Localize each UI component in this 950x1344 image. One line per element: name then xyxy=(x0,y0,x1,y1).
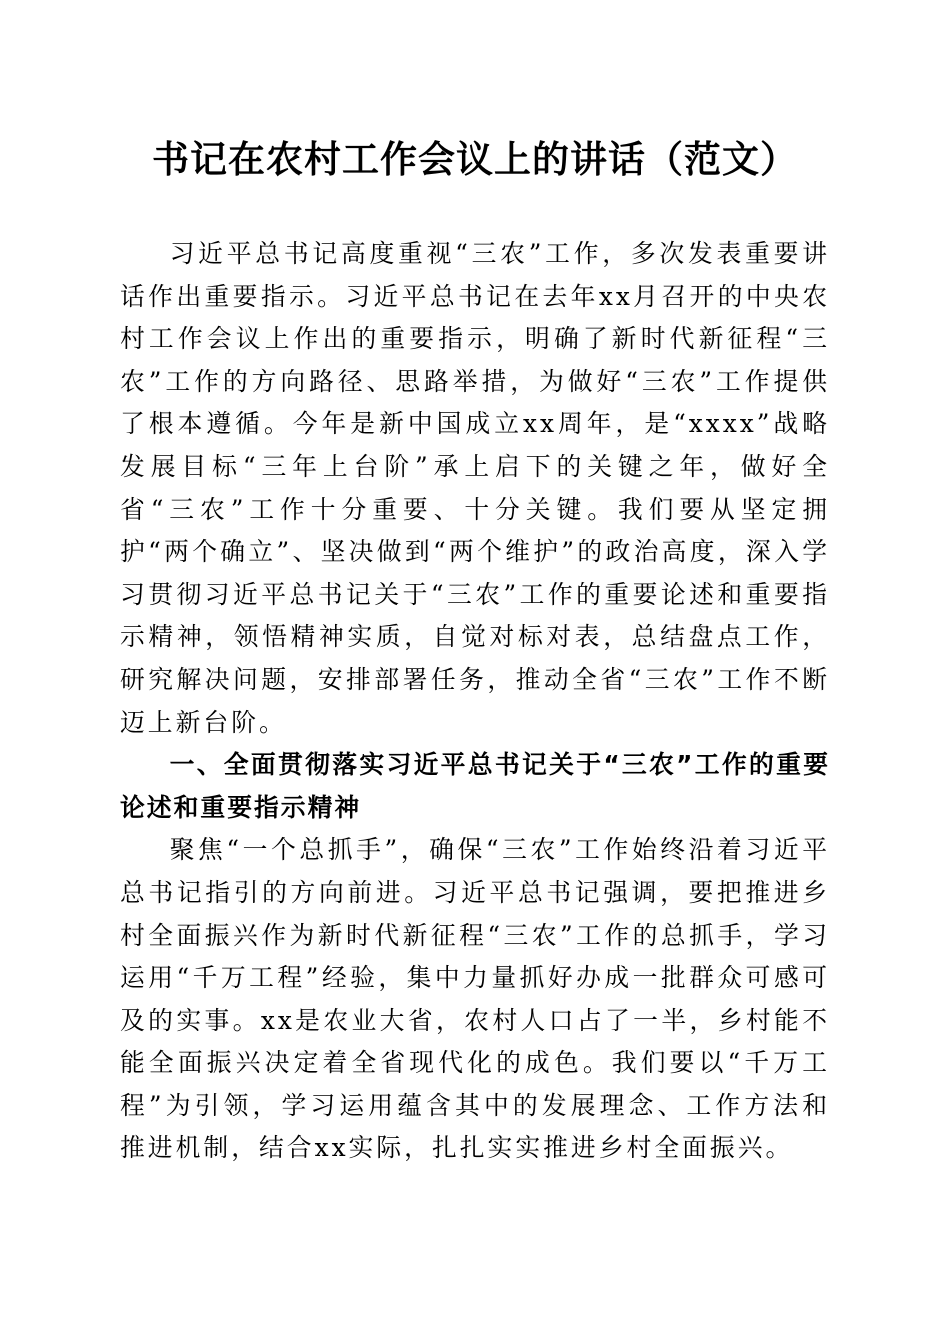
document-body xyxy=(120,233,830,1170)
document-title: 书记在农村工作会议上的讲话（范文） xyxy=(152,137,798,181)
intro-paragraph: 习近平总书记高度重视“三农”工作，多次发表重要讲话作出重要指示。习近平总书记在去年xx月召开的中央农村工作会议上作出的重要指示，明确了新时代新征程“三农”工作的方向路径、思路举措，为做好“三农”工作提供了根本遵循。今年是新中国成立xx周年，是“xxxx”战略发展目标“三年上台阶”承上启下的关键之年，做好全省“三农”工作十分重要、十分关键。我们要从坚定拥护“两个确立”、坚决做到“两个维护”的政治高度，深入学习贯彻习近平总书记关于“三农”工作的重要论述和重要指示精神，领悟精神实质，自觉对标对表，总结盘点工作，研究解决问题，安排部署任务，推动全省“三农”工作不断迈上新台阶。 xyxy=(120,239,830,737)
section-heading: 一、全面贯彻落实习近平总书记关于“三农”工作的重要论述和重要指示精神 xyxy=(120,750,830,822)
section-paragraph: 聚焦“一个总抓手”，确保“三农”工作始终沿着习近平总书记指引的方向前进。习近平总书记强调，要把推进乡村全面振兴作为新时代新征程“三农”工作的总抓手，学习运用“千万工程”经验，集中力量抓好办成一批群众可感可及的实事。xx是农业大省，农村人口占了一半，乡村能不能全面振兴决定着全省现代化的成色。我们要以“千万工程”为引领，学习运用蕴含其中的发展理念、工作方法和推进机制，结合xx实际，扎扎实实推进乡村全面振兴。 xyxy=(120,835,830,1163)
